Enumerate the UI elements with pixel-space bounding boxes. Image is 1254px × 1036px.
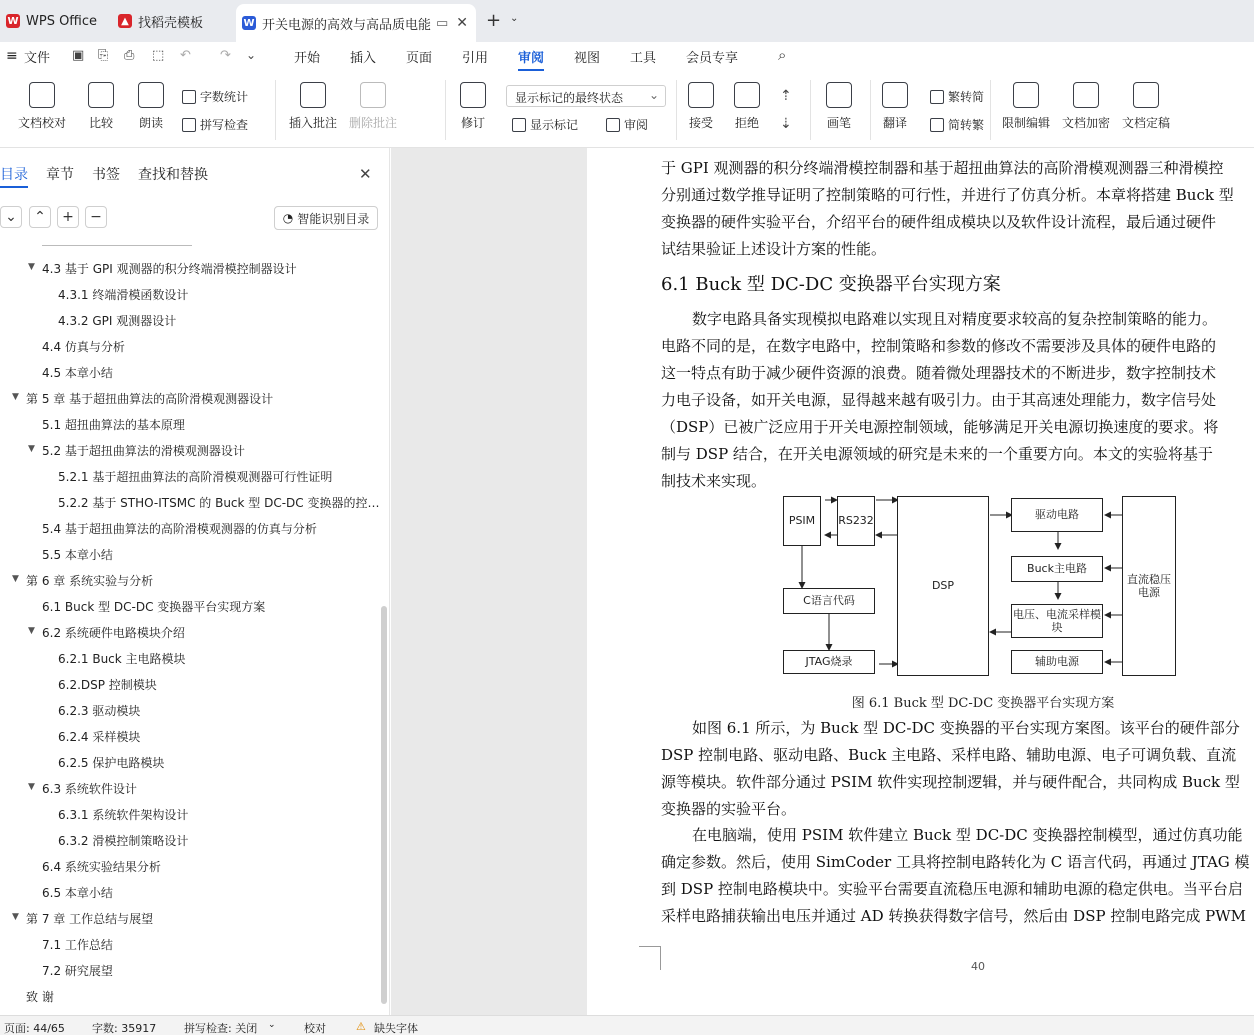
chevron-up-icon: ⌃ [34, 209, 46, 225]
toc-item[interactable]: 6.1 Buck 型 DC-DC 变换器平台实现方案 [42, 600, 266, 614]
insert-comment-button[interactable] [289, 82, 337, 131]
sidebar-scrollbar[interactable] [381, 606, 387, 1004]
word-count-icon [182, 90, 196, 104]
toc-item[interactable]: 5.1 超扭曲算法的基本原理 [42, 418, 185, 432]
word-count-indicator[interactable]: 字数: 35917 [92, 1022, 157, 1035]
undo-icon[interactable]: ↶ [180, 48, 191, 63]
expand-triangle-icon[interactable]: ▼ [12, 574, 19, 584]
toc-item[interactable]: 4.3 基于 GPI 观测器的积分终端滑模控制器设计 [42, 262, 297, 276]
expand-triangle-icon[interactable]: ▼ [28, 444, 35, 454]
delete-comment-label: 删除批注 [349, 116, 398, 130]
tab-label: WPS Office [26, 13, 98, 29]
translate-label: 翻译 [882, 116, 907, 130]
text-line: 这一特点有助于减少硬件资源的浪费。随着微处理器技术的不断进步，数字控制技术 [661, 364, 1217, 382]
encrypt-label: 文档加密 [1062, 116, 1111, 130]
text-line: 变换器的实验平台。 [661, 800, 797, 818]
text-line: 力电子设备，如开关电源，显得越来越有吸引力。由于其高速处理能力，数字信号处 [661, 391, 1217, 409]
toc-item[interactable]: 6.3.2 滑模控制策略设计 [58, 834, 189, 848]
text-line: 制技术来实现。 [661, 472, 767, 490]
missing-font-indicator[interactable]: 缺失字体 [374, 1022, 418, 1035]
divider [445, 80, 446, 140]
review-pane-icon [606, 118, 620, 132]
word-doc-icon: W [243, 17, 255, 29]
docer-logo-icon: ▲ [118, 14, 132, 28]
sample-box: 电压、电流采样模块 [1011, 604, 1103, 638]
menu-home[interactable]: 开始 [294, 51, 321, 66]
tab-label: 开关电源的高效与高品质电能 [262, 17, 432, 33]
dc-power-box: 直流稳压电源 [1122, 496, 1176, 676]
reject-label: 拒绝 [734, 116, 759, 130]
toc-item[interactable]: 第 7 章 工作总结与展望 [26, 912, 154, 926]
review-pane-label: 审阅 [624, 118, 649, 132]
toc-item[interactable]: 5.5 本章小结 [42, 548, 113, 562]
previous-change-icon[interactable]: ⇡ [780, 88, 792, 104]
pen-icon [826, 82, 852, 108]
menu-view[interactable]: 视图 [574, 51, 601, 66]
menu-tools[interactable]: 工具 [630, 51, 657, 66]
toc-item[interactable]: 4.5 本章小结 [42, 366, 113, 380]
page-number: 40 [971, 960, 985, 973]
text-line: 确定参数。然后，使用 SimCoder 工具将控制电路转化为 C 语言代码，再通过 JTAG 模 [661, 853, 1250, 871]
read-aloud-button[interactable] [138, 82, 164, 131]
divider [275, 80, 276, 140]
toc-item[interactable]: 5.4 基于超扭曲算法的高阶滑模观测器的仿真与分析 [42, 522, 317, 536]
restrict-edit-icon [1013, 82, 1039, 108]
c-code-box: C语言代码 [783, 588, 875, 614]
pen-label: 画笔 [826, 116, 851, 130]
text-line: 分别通过数学推导证明了控制策略的可行性，并进行了仿真分析。本章将搭建 Buck 型 [661, 186, 1234, 204]
monitor-icon: ▭ [436, 15, 449, 31]
simp-label: 简转繁 [948, 118, 985, 132]
close-icon[interactable]: ✕ [456, 15, 469, 31]
rs232-box: RS232 [837, 496, 875, 546]
read-aloud-icon [138, 82, 164, 108]
toc-item[interactable]: 6.2.5 保护电路模块 [58, 756, 165, 770]
menu-member[interactable]: 会员专享 [686, 51, 739, 66]
export-icon[interactable]: ⬚ [152, 48, 165, 63]
comment-delete-icon [360, 82, 386, 108]
tab-label: 找稻壳模板 [138, 15, 204, 31]
menu-bar [0, 42, 1254, 72]
simp-trad-icon [930, 118, 944, 132]
toc-item[interactable]: 6.4 系统实验结果分析 [42, 860, 161, 874]
chevron-down-icon[interactable]: ⌄ [510, 13, 519, 24]
toc-item[interactable]: 致 谢 [26, 990, 54, 1004]
dsp-box: DSP [897, 496, 989, 676]
expand-triangle-icon[interactable]: ▼ [28, 626, 35, 636]
wps-logo-icon: W [7, 15, 19, 27]
doc-check-icon [29, 82, 55, 108]
menu-page[interactable]: 页面 [406, 51, 433, 66]
pen-button[interactable] [826, 82, 852, 131]
spell-check-label: 拼写检查 [200, 118, 249, 132]
tab-find-replace[interactable]: 查找和替换 [138, 167, 208, 183]
doc-check-label: 文档校对 [18, 116, 67, 130]
hamburger-icon[interactable]: ≡ [6, 48, 18, 64]
figure-caption: 图 6.1 Buck 型 DC-DC 变换器平台实现方案 [851, 696, 1115, 711]
markup-state-select[interactable] [506, 85, 666, 107]
menu-reference[interactable]: 引用 [462, 51, 489, 66]
spell-check-indicator[interactable]: 拼写检查: 关闭 [184, 1022, 258, 1035]
revise-label: 修订 [460, 116, 485, 130]
toc-item[interactable]: 第 6 章 系统实验与分析 [26, 574, 154, 588]
divider [676, 80, 677, 140]
compare-button[interactable] [88, 82, 114, 131]
divider [990, 80, 991, 140]
encrypt-button[interactable] [1062, 82, 1110, 131]
page-corner-mark [639, 946, 661, 970]
tab-document[interactable] [236, 4, 476, 42]
show-markup-label: 显示标记 [530, 118, 579, 132]
text-line: 制与 DSP 结合，在开关电源领域的研究是未来的一个重要方向。本文的实验将基于 [661, 445, 1213, 463]
finalize-button[interactable] [1122, 82, 1170, 131]
tab-wps-office[interactable] [0, 6, 108, 36]
chevron-down-icon: ⌄ [648, 88, 659, 102]
tab-bookmarks[interactable]: 书签 [92, 167, 120, 183]
trad-simp-icon [930, 90, 944, 104]
menu-review[interactable]: 审阅 [518, 47, 544, 66]
reject-icon [734, 82, 760, 108]
close-icon[interactable]: ✕ [359, 165, 372, 183]
proofread-indicator[interactable]: 校对 [304, 1022, 326, 1035]
divider [870, 80, 871, 140]
show-markup-icon [512, 118, 526, 132]
text-line: （DSP）已被广泛应用于开关电源控制领域，能够满足开关电源切换速度的要求。将 [661, 418, 1219, 436]
buck-box: Buck主电路 [1011, 556, 1103, 582]
toc-item[interactable]: 6.2.3 驱动模块 [58, 704, 141, 718]
expand-triangle-icon[interactable]: ▼ [28, 262, 35, 272]
text-line: 于 GPI 观测器的积分终端滑模控制器和基于超扭曲算法的高阶滑模观测器三种滑模控 [661, 159, 1224, 177]
new-tab-icon[interactable]: + [486, 10, 502, 31]
page-indicator[interactable]: 页面: 44/65 [4, 1022, 65, 1035]
menu-file[interactable]: 文件 [24, 51, 51, 66]
psim-box: PSIM [783, 496, 821, 546]
search-icon[interactable]: ⌕ [778, 46, 787, 64]
tab-toc[interactable]: 目录 [0, 167, 28, 183]
toc-item[interactable]: 6.2 系统硬件电路模块介绍 [42, 626, 185, 640]
toc-item[interactable]: 7.2 研究展望 [42, 964, 113, 978]
next-change-icon[interactable]: ⇣ [780, 116, 792, 132]
jtag-box: JTAG烧录 [783, 650, 875, 674]
doc-check-button[interactable] [18, 82, 66, 131]
trad-label: 繁转简 [948, 90, 985, 104]
read-aloud-label: 朗读 [138, 116, 163, 130]
compare-label: 比较 [88, 116, 113, 130]
translate-button[interactable] [882, 82, 908, 131]
toc-item[interactable]: 第 5 章 基于超扭曲算法的高阶滑模观测器设计 [26, 392, 274, 406]
revise-button[interactable] [460, 82, 486, 131]
restrict-edit-button[interactable] [1002, 82, 1050, 131]
toc-tree [0, 148, 380, 1015]
markup-state-value: 显示标记的最终状态 [515, 91, 624, 105]
text-line: 数字电路具备实现模拟电路难以实现且对精度要求较高的复杂控制策略的能力。 [692, 310, 1218, 328]
toc-item[interactable]: 5.2.1 基于超扭曲算法的高阶滑模观测器可行性证明 [58, 470, 333, 484]
print-icon[interactable]: ⎙ [124, 48, 135, 63]
chevron-down-icon: ⌄ [5, 209, 17, 225]
ai-icon: ◔ [282, 211, 294, 225]
text-line: 采样电路捕获输出电压并通过 AD 转换获得数字信号，然后由 DSP 控制电路完成 PWM [661, 907, 1246, 925]
toc-item[interactable]: 6.3.1 系统软件架构设计 [58, 808, 189, 822]
word-count-button[interactable] [182, 88, 248, 105]
text-line: 变换器的硬件实验平台，介绍平台的硬件组成模块以及软件设计流程，最后通过硬件 [661, 213, 1217, 231]
toc-item[interactable]: 5.2.2 基于 STHO-ITSMC 的 Buck 型 DC-DC 变换器的控… [58, 496, 380, 510]
trad-to-simp-button[interactable] [930, 88, 984, 105]
menu-insert[interactable]: 插入 [350, 51, 377, 66]
toc-item[interactable]: 4.3.2 GPI 观测器设计 [58, 314, 177, 328]
text-line: 如图 6.1 所示，为 Buck 型 DC-DC 变换器的平台实现方案图。该平台的硬件部分 [692, 719, 1240, 737]
reject-button[interactable] [734, 82, 760, 131]
share-icon[interactable]: ⎘ [98, 48, 109, 63]
insert-comment-label: 插入批注 [289, 116, 338, 130]
toc-item[interactable]: 4.4 仿真与分析 [42, 340, 125, 354]
chevron-down-icon: ⌄ [268, 1020, 276, 1030]
smart-toc-label: 智能识别目录 [297, 211, 370, 226]
expand-triangle-icon[interactable]: ▼ [28, 782, 35, 792]
warning-icon: ⚠ [356, 1020, 366, 1033]
accept-icon [688, 82, 714, 108]
comment-add-icon [300, 82, 326, 108]
text-line: 电路不同的是，在数字电路中，控制策略和参数的修改不需要涉及具体的硬件电路的 [661, 337, 1217, 355]
redo-icon[interactable]: ↷ [220, 48, 231, 63]
toc-item[interactable]: 6.5 本章小结 [42, 886, 113, 900]
compare-icon [88, 82, 114, 108]
accept-button[interactable] [688, 82, 714, 131]
text-line: 在电脑端，使用 PSIM 软件建立 Buck 型 DC-DC 变换器控制模型，通过仿真功能 [692, 826, 1243, 844]
spell-check-icon [182, 118, 196, 132]
toc-item[interactable]: 6.2.4 采样模块 [58, 730, 141, 744]
chevron-down-icon[interactable]: ⌄ [246, 48, 257, 62]
delete-comment-button[interactable] [349, 82, 397, 131]
simp-to-trad-button[interactable] [930, 116, 984, 133]
revise-icon [460, 82, 486, 108]
toc-item[interactable]: 4.3.1 终端滑模函数设计 [58, 288, 189, 302]
review-pane-button[interactable] [606, 116, 648, 133]
status-bar [0, 1015, 1254, 1035]
expand-triangle-icon[interactable]: ▼ [12, 912, 19, 922]
toc-item[interactable]: 6.2.1 Buck 主电路模块 [58, 652, 186, 666]
expand-triangle-icon[interactable]: ▼ [12, 392, 19, 402]
accept-label: 接受 [688, 116, 713, 130]
section-heading: 6.1 Buck 型 DC-DC 变换器平台实现方案 [661, 274, 1001, 295]
restrict-label: 限制编辑 [1002, 116, 1051, 130]
divider [810, 80, 811, 140]
document-page [587, 148, 1254, 1015]
toc-item[interactable]: 5.2 基于超扭曲算法的滑模观测器设计 [42, 444, 245, 458]
document-area [391, 148, 1254, 1015]
text-line: 试结果验证上述设计方案的性能。 [661, 240, 887, 258]
title-tab-bar [0, 0, 1254, 42]
spell-check-button[interactable] [182, 116, 248, 133]
show-markup-button[interactable] [512, 116, 578, 133]
translate-icon [882, 82, 908, 108]
toc-item[interactable]: 7.1 工作总结 [42, 938, 113, 952]
text-line: 到 DSP 控制电路模块中。实验平台需要直流稳压电源和辅助电源的稳定供电。当平台启 [661, 880, 1243, 898]
minus-icon: − [90, 209, 102, 225]
toc-item[interactable]: 6.3 系统软件设计 [42, 782, 137, 796]
tab-chapters[interactable]: 章节 [46, 167, 74, 183]
navigation-pane [0, 148, 390, 1015]
tab-template[interactable] [112, 6, 232, 36]
toc-item[interactable]: 6.2.DSP 控制模块 [58, 678, 157, 692]
save-icon[interactable]: ▣ [72, 48, 85, 63]
finalize-label: 文档定稿 [1122, 116, 1171, 130]
plus-icon: + [62, 209, 74, 225]
text-line: DSP 控制电路、驱动电路、Buck 主电路、采样电路、辅助电源、电子可调负载、直流 [661, 746, 1237, 764]
encrypt-icon [1073, 82, 1099, 108]
driver-box: 驱动电路 [1011, 498, 1103, 532]
text-line: 源等模块。软件部分通过 PSIM 软件实现控制逻辑，并与硬件配合，共同构成 Buck 型 [661, 773, 1240, 791]
word-count-label: 字数统计 [200, 90, 249, 104]
finalize-icon [1133, 82, 1159, 108]
aux-power-box: 辅助电源 [1011, 650, 1103, 674]
review-ribbon [0, 72, 1254, 148]
